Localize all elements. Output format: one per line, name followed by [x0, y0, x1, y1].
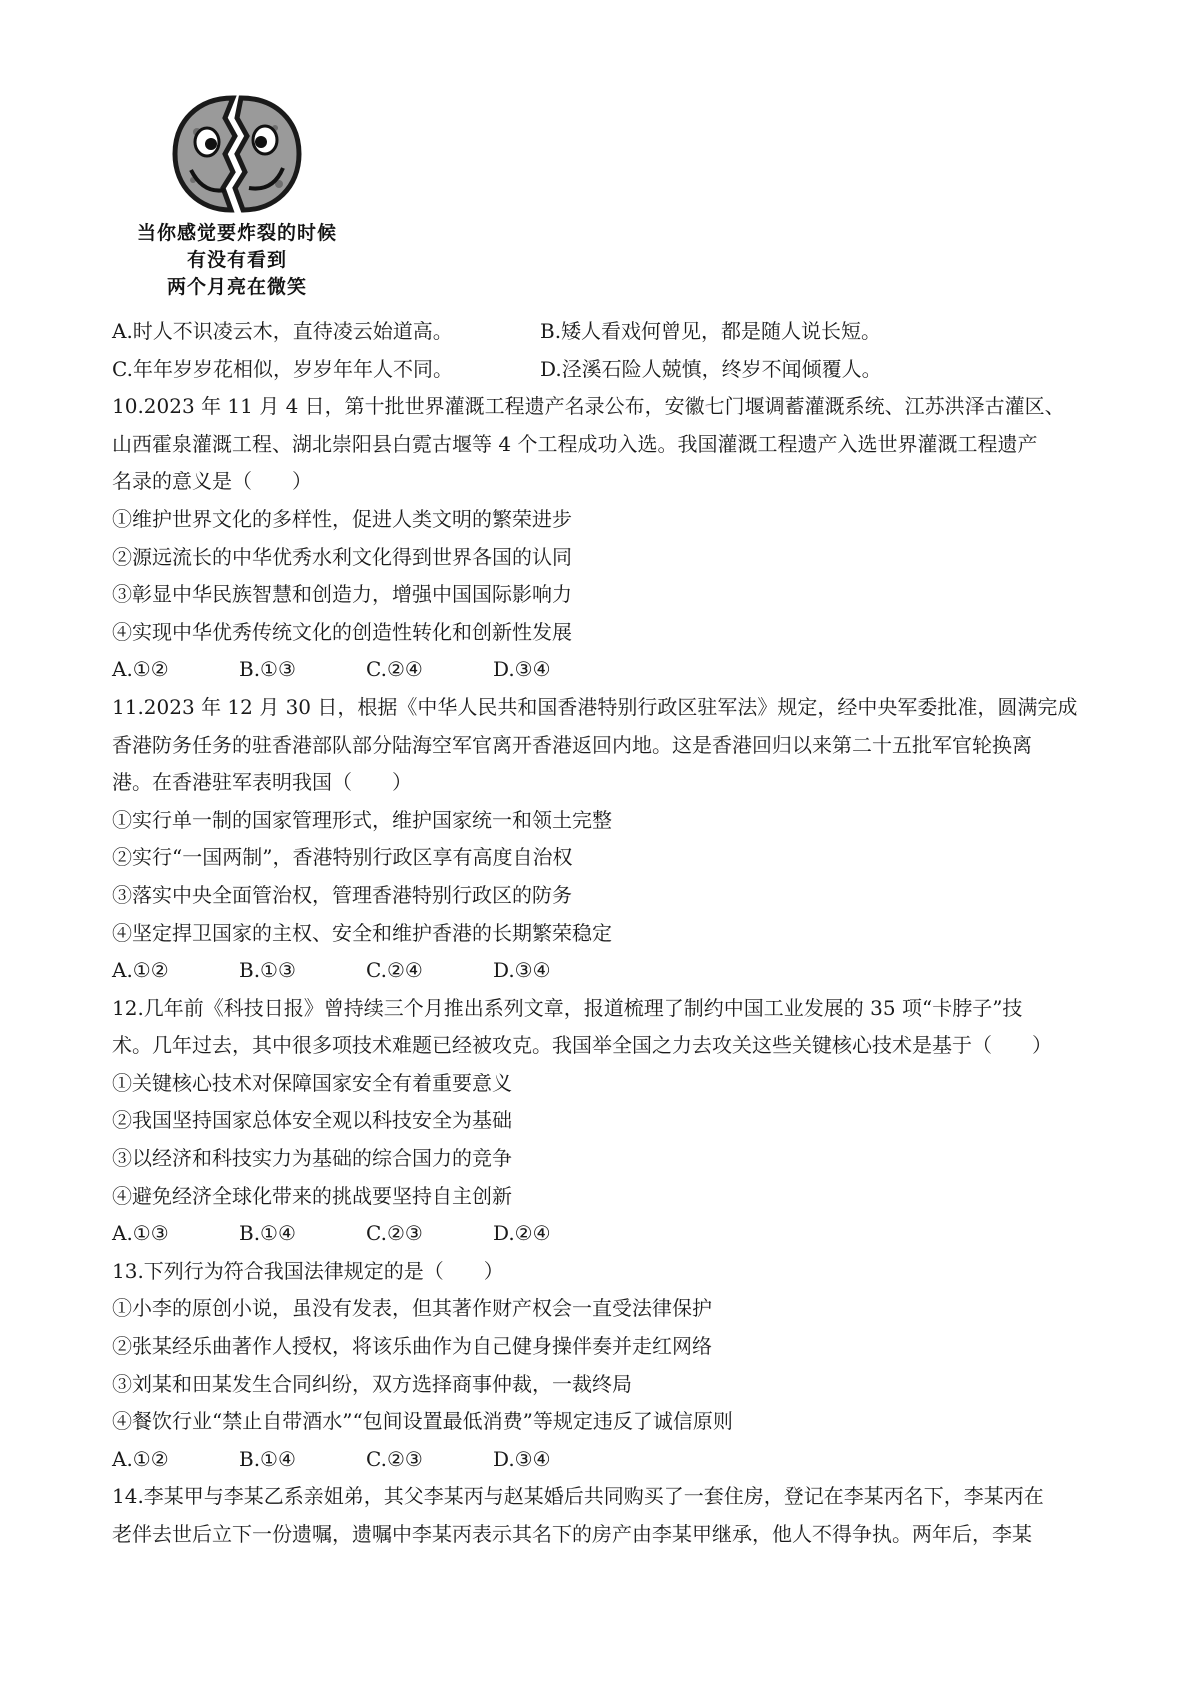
choice-c: C.②③ [366, 1221, 423, 1246]
question-stem-line: 山西霍泉灌溉工程、湖北崇阳县白霓古堰等 4 个工程成功入选。我国灌溉工程遗产入选世界灌溉工程遗产 [112, 431, 1038, 456]
figure-caption [112, 220, 362, 301]
statement-item: ①小李的原创小说，虽没有发表，但其著作财产权会一直受法律保护 [112, 1296, 712, 1321]
split-moon-face-icon [167, 92, 307, 217]
choice-a: A.①② [112, 657, 169, 682]
question-stem-line: 11.2023 年 12 月 30 日，根据《中华人民共和国香港特别行政区驻军法》规定，经中央军委批准，圆满完成 [112, 694, 1078, 719]
statement-item: ③刘某和田某发生合同纠纷，双方选择商事仲裁，一裁终局 [112, 1371, 632, 1396]
choice-a: A.①③ [112, 1221, 169, 1246]
q9-option-d: D.泾溪石险人兢慎，终岁不闻倾覆人。 [540, 356, 882, 381]
question-11 [112, 689, 1102, 990]
q9-option-a: A.时人不识凌云木，直待凌云始道高。 [112, 319, 453, 343]
questions-content [112, 313, 1102, 1554]
statement-item: ②实行“一国两制”，香港特别行政区享有高度自治权 [112, 845, 573, 870]
statement-item: ③以经济和科技实力为基础的综合国力的竞争 [112, 1146, 512, 1171]
question-stem-line: 14.李某甲与李某乙系亲姐弟，其父李某丙与赵某婚后共同购买了一套住房，登记在李某丙名下，李某丙在 [112, 1484, 1044, 1509]
statement-item: ②我国坚持国家总体安全观以科技安全为基础 [112, 1108, 512, 1133]
choice-b: B.①④ [239, 1221, 296, 1246]
question-stem-line: 老伴去世后立下一份遗嘱，遗嘱中李某丙表示其名下的房产由李某甲继承，他人不得争执。两年后，李某 [112, 1522, 1032, 1546]
choice-a: A.①② [112, 958, 169, 983]
question-stem-line: 香港防务任务的驻香港部队部分陆海空军官离开香港返回内地。这是香港回归以来第二十五批军官轮换离 [112, 732, 1032, 757]
question-14 [112, 1478, 1102, 1553]
answer-choices [112, 1215, 1102, 1253]
statement-item: ④实现中华优秀传统文化的创造性转化和创新性发展 [112, 619, 572, 644]
statement-item: ①实行单一制的国家管理形式，维护国家统一和领土完整 [112, 807, 612, 832]
choice-d: D.③④ [493, 958, 551, 983]
statement-item: ③落实中央全面管治权，管理香港特别行政区的防务 [112, 882, 572, 907]
question-12 [112, 990, 1102, 1253]
choice-c: C.②④ [366, 657, 423, 682]
statement-item: ②源远流长的中华优秀水利文化得到世界各国的认同 [112, 544, 572, 569]
statement-item: ③彰显中华民族智慧和创造力，增强中国国际影响力 [112, 582, 572, 607]
choice-c: C.②④ [366, 958, 423, 983]
statement-item: ①关键核心技术对保障国家安全有着重要意义 [112, 1070, 512, 1095]
caption-line: 两个月亮在微笑 [166, 276, 307, 298]
q9-options-row-2 [112, 351, 1102, 389]
question-stem-line: 港。在香港驻军表明我国（ ） [112, 770, 412, 795]
q9-options-row-1 [112, 313, 1102, 351]
statement-item: ④避免经济全球化带来的挑战要坚持自主创新 [112, 1183, 512, 1208]
answer-choices [112, 651, 1102, 689]
caption-line: 当你感觉要炸裂的时候 [136, 222, 337, 244]
q9-option-c: C.年年岁岁花相似，岁岁年年人不同。 [112, 356, 453, 381]
answer-choices [112, 952, 1102, 990]
choice-b: B.①④ [239, 1446, 296, 1471]
q9-option-b: B.矮人看戏何曾见，都是随人说长短。 [540, 319, 882, 343]
choice-b: B.①③ [239, 657, 296, 682]
question-stem-line: 12.几年前《科技日报》曾持续三个月推出系列文章，报道梳理了制约中国工业发展的 35 项“卡脖子”技 [112, 995, 1023, 1020]
statement-item: ①维护世界文化的多样性，促进人类文明的繁荣进步 [112, 506, 572, 531]
choice-a: A.①② [112, 1446, 169, 1471]
statement-item: ④坚定捍卫国家的主权、安全和维护香港的长期繁荣稳定 [112, 920, 612, 945]
question-13 [112, 1253, 1102, 1479]
question-stem-line: 13.下列行为符合我国法律规定的是（ ） [112, 1258, 504, 1283]
question-stem-line: 10.2023 年 11 月 4 日，第十批世界灌溉工程遗产名录公布，安徽七门堰调蓄灌溉系统、江苏洪泽古灌区、 [112, 394, 1065, 419]
caption-line: 有没有看到 [186, 249, 287, 271]
question-stem-line: 名录的意义是（ ） [112, 469, 312, 494]
statement-item: ④餐饮行业“禁止自带酒水”“包间设置最低消费”等规定违反了诚信原则 [112, 1409, 733, 1434]
choice-d: D.③④ [493, 1446, 551, 1471]
question-stem-line: 术。几年过去，其中很多项技术难题已经被攻克。我国举全国之力去攻关这些关键核心技术是基于（ ） [112, 1033, 1052, 1058]
cartoon-figure [112, 92, 362, 302]
question-10 [112, 388, 1102, 689]
choice-d: D.②④ [493, 1221, 551, 1246]
answer-choices [112, 1441, 1102, 1479]
choice-b: B.①③ [239, 958, 296, 983]
choice-d: D.③④ [493, 657, 551, 682]
choice-c: C.②③ [366, 1446, 423, 1471]
statement-item: ②张某经乐曲著作人授权，将该乐曲作为自己健身操伴奏并走红网络 [112, 1334, 712, 1359]
